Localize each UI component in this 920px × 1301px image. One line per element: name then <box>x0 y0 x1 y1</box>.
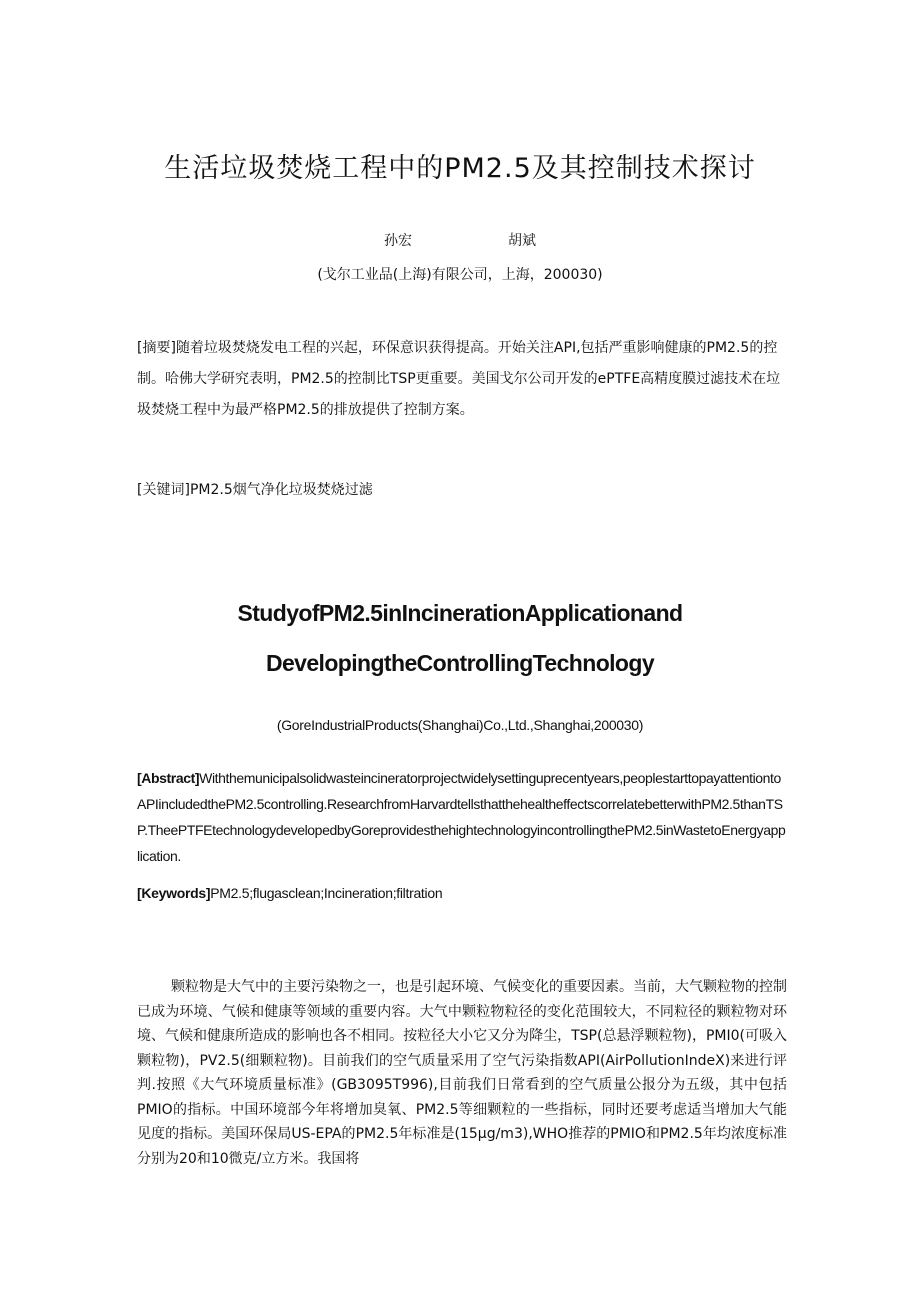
english-abstract-text: Withthemunicipalsolidwasteincineratorprojectwidelysettinguprecentyears,peoplestarttopayattentiontoAPIincludedthePM2.5controlling.ResearchfromHarvardtellsthatthehealtheffectscorrelatebetterwithPM2.5thanTSP.TheePTFEtechnologydevelopedbyGoreprovidesthehightechnologyincontrollingthePM2.5inWastetoEnergyapplication. <box>137 770 786 864</box>
chinese-keywords-text: PM2.5烟气净化垃圾焚烧过滤 <box>189 482 373 498</box>
english-abstract <box>137 765 787 869</box>
body-paragraph: 颗粒物是大气中的主要污染物之一，也是引起环境、气候变化的重要因素。当前，大气颗粒物的控制已成为环境、气候和健康等领域的重要内容。大气中颗粒物粒径的变化范围较大，不同粒径的颗粒物对环境、气候和健康所造成的影响也各不相同。按粒径大小它又分为降尘，TSP(总悬浮颗粒物)，PMI0(可吸入颗粒物)，PV2.5(细颗粒物)。目前我们的空气质量采用了空气污染指数API(AirPollutionIndeX)来进行评判.按照《大气环境质量标准》(GB3095T996),目前我们日常看到的空气质量公报分为五级，其中包括PMIO的指标。中国环境部今年将增加臭氧、PM2.5等细颗粒的一些指标，同时还要考虑适当增加大气能见度的指标。美国环保局US-EPA的PM2.5年标准是(15μg∕m3),WHO推荐的PMIO和PM2.5年均浓度标准分别为20和10微克/立方米。我国将 <box>137 979 787 1167</box>
authors <box>0 230 920 250</box>
english-title <box>0 588 920 688</box>
english-keywords-label: [Keywords] <box>137 885 211 901</box>
author-2: 胡斌 <box>508 233 536 249</box>
chinese-title: 生活垃圾焚烧工程中的PM2.5及其控制技术探讨 <box>164 153 756 184</box>
english-keywords-text: PM2.5;flugasclean;Incineration;filtration <box>210 885 443 901</box>
chinese-affiliation: (戈尔工业品(上海)有限公司，上海，200030) <box>317 267 603 283</box>
english-keywords <box>137 885 787 901</box>
author-1: 孙宏 <box>384 233 412 249</box>
english-abstract-label: [Abstract] <box>137 770 200 786</box>
chinese-abstract-label: [摘要] <box>137 340 176 356</box>
chinese-keywords <box>137 479 787 499</box>
chinese-abstract-text: 随着垃圾焚烧发电工程的兴起，环保意识获得提高。开始关注API,包括严重影响健康的PM2.5的控制。哈佛大学研究表明，PM2.5的控制比TSP更重要。美国戈尔公司开发的ePTFE高精度膜过滤技术在垃圾焚烧工程中为最严格PM2.5的排放提供了控制方案。 <box>137 340 781 418</box>
english-title-line-2: DevelopingtheControllingTechnology <box>265 650 655 676</box>
chinese-keywords-label: [关键词] <box>137 482 190 498</box>
chinese-abstract <box>137 333 787 426</box>
english-affiliation: (GoreIndustrialProducts(Shanghai)Co.,Ltd.,Shanghai,200030) <box>276 717 644 733</box>
english-title-line-1: StudyofPM2.5inIncinerationApplicationand <box>237 600 683 626</box>
